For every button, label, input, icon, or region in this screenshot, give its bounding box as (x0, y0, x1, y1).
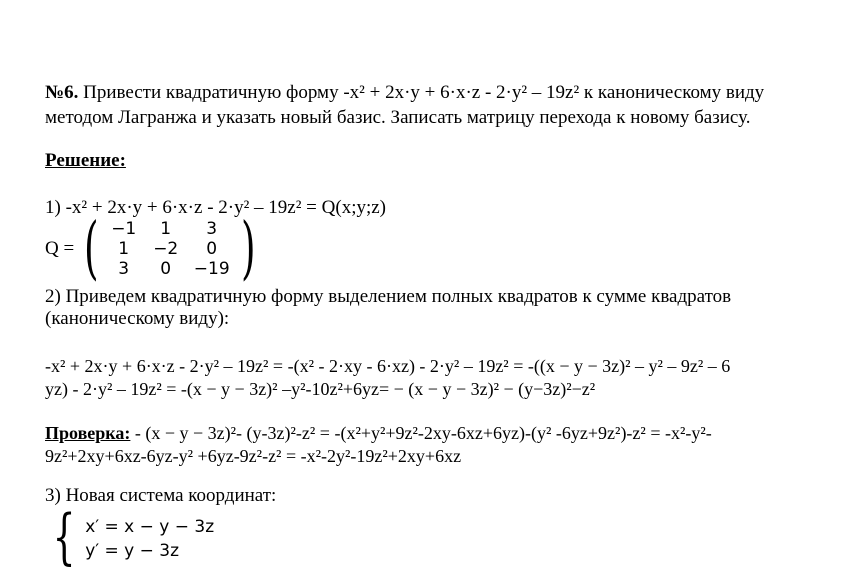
matrix-label: Q = (45, 238, 75, 259)
matrix-cell: 1 (118, 239, 130, 259)
matrix-cell: 0 (206, 239, 218, 259)
matrix-cell: −2 (153, 239, 179, 259)
matrix-cell: 3 (206, 219, 218, 239)
coordinate-system (45, 502, 215, 572)
system-equations (85, 512, 214, 563)
task-number: №6. (45, 82, 79, 103)
system-equation-2: y′ = y − 3z (85, 541, 180, 561)
step2-line-1: 2) Приведем квадратичную форму выделением полных квадратов к сумме квадратов (45, 286, 732, 307)
step3-line: 3) Новая система координат: (45, 485, 277, 506)
check-line-2: 9z²+2xy+6xz-6yz-y² +6yz-9z²-z² = -x²-2y²-19z²+2xy+6xz (45, 446, 462, 466)
matrix-cell: 1 (160, 219, 172, 239)
step1-line: 1) -x² + 2x·y + 6·x·z - 2·y² – 19z² = Q(x;y;z) (45, 197, 387, 218)
check-line-1 (45, 422, 712, 444)
system-brace: { (52, 502, 76, 572)
matrix-q (45, 209, 261, 288)
matrix-left-paren: ( (84, 209, 99, 288)
check-text-1: - (x − y − 3z)²- (y-3z)²-z² = -(x²+y²+9z²-2xy-6xz+6yz)-(y² -6yz+9z²)-z² = -x²-y²- (130, 423, 712, 443)
task-line-1 (45, 82, 764, 104)
solution-heading: Решение: (45, 150, 126, 171)
matrix-cell: −19 (193, 259, 230, 279)
step2-expression-2: yz) - 2·y² – 19z² = -(x − y − 3z)² –y²-10z²+6yz= − (x − y − 3z)² − (y−3z)²−z² (45, 379, 596, 399)
matrix-cell: 0 (160, 259, 172, 279)
system-equation-1: x′ = x − y − 3z (85, 517, 215, 537)
step2-expression-1: -x² + 2x·y + 6·x·z - 2·y² – 19z² = -(x² - 2·xy - 6·xz) - 2·y² – 19z² = -((x − y − 3z)² – y² – 9z² – 6 (45, 356, 731, 376)
matrix-cell: 3 (118, 259, 130, 279)
check-label: Проверка: (45, 423, 131, 443)
matrix-right-paren: ) (240, 209, 256, 288)
task-text-1: Привести квадратичную форму -x² + 2x·y + 6·x·z - 2·y² – 19z² к каноническому виду (78, 82, 765, 103)
task-line-2: методом Лагранжа и указать новый базис. Записать матрицу перехода к новому базису. (45, 107, 751, 128)
matrix-cell: −1 (111, 219, 137, 239)
step2-line-2: (каноническому виду): (45, 308, 230, 329)
matrix-grid (105, 219, 235, 279)
